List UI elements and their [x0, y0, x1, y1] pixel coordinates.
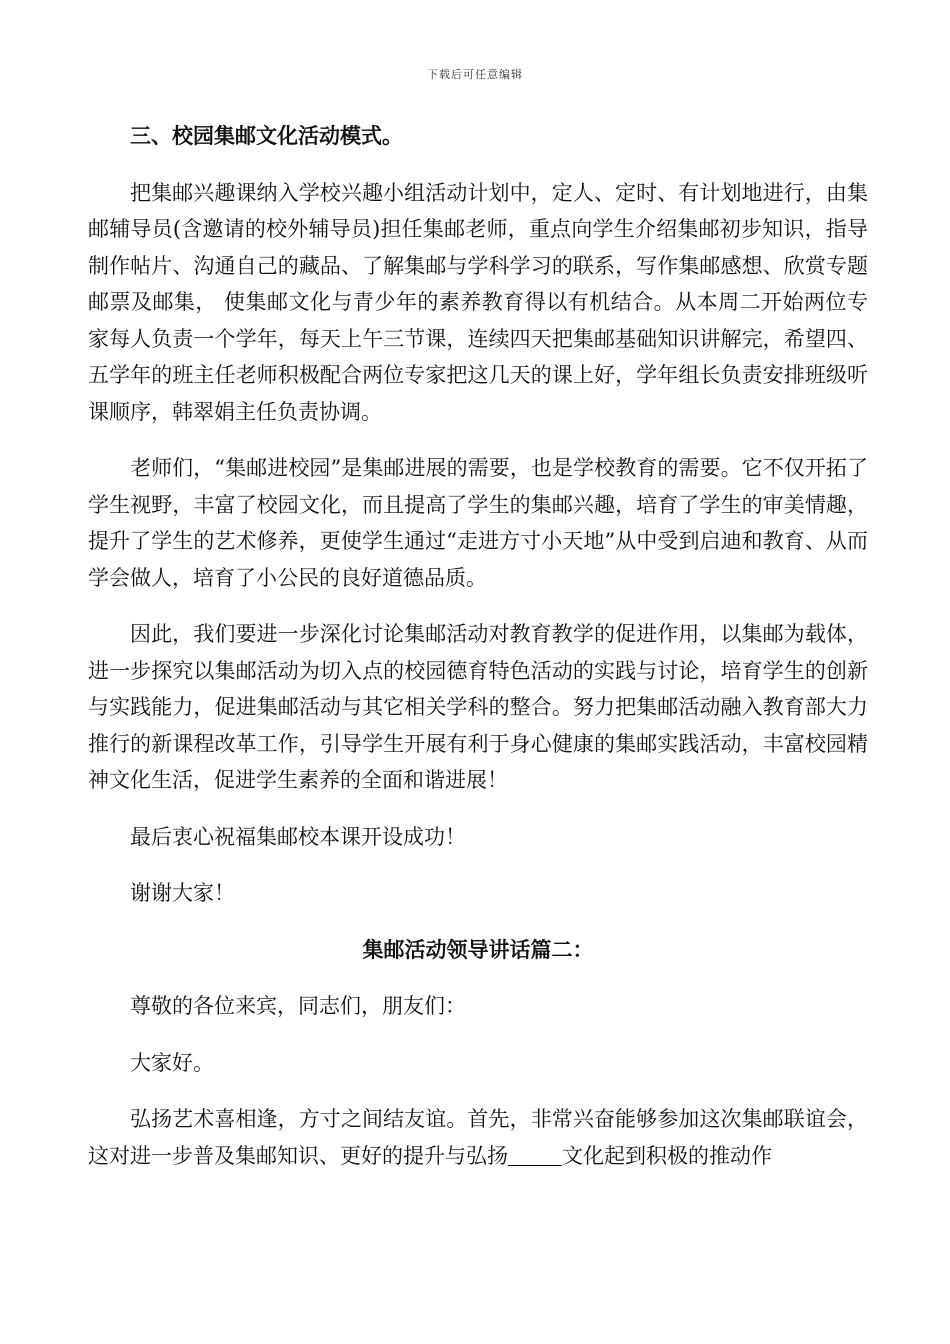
- paragraph-deepen-research: 因此，我们要进一步深化讨论集邮活动对教育教学的促进作用，以集邮为载体，进一步探究以集邮活动为切入点的校园德育特色活动的实践与讨论，培育学生的创新与实践能力，促进集邮活动与其它相关学科的整合。努力把集邮活动融入教育部大力推行的新课程改革工作，引导学生开展有利于身心健康的集邮实践活动，丰富校园精神文化生活，促进学生素养的全面和谐进展！: [88, 622, 868, 792]
- section-heading: 三、校园集邮文化活动模式。: [130, 124, 403, 148]
- paragraph-stamp-course-plan: 把集邮兴趣课纳入学校兴趣小组活动计划中，定人、定时、有计划地进行，由集邮辅导员(含邀请的校外辅导员)担任集邮老师，重点向学生介绍集邮初步知识，指导制作帖片、沟通自己的藏品、了解集邮与学科学习的联系，写作集邮感想、欣赏专题邮票及邮集， 使集邮文化与青少年的素养教育得以有机结合。从本周二开始两位专家每人负责一个学年，每天上午三节课，连续四天把集邮基础知识讲解完，希望四、五学年的班主任老师积极配合两位专家把这几天的课上好，学年组长负责安排班级听课顺序，韩翠娟主任负责协调。: [88, 180, 868, 424]
- paragraph-salutation: 尊敬的各位来宾，同志们，朋友们：: [130, 994, 466, 1018]
- paragraph-stamp-in-school: 老师们，“集邮进校园”是集邮进展的需要，也是学校教育的需要。它不仅开拓了学生视野，丰富了校园文化，而且提高了学生的集邮兴趣，培育了学生的审美情趣，提升了学生的艺术修养，更使学生通过“走进方寸小天地”从中受到启迪和教育、从而学会做人，培育了小公民的良好道德品质。: [88, 456, 868, 590]
- document-body: [88, 118, 868, 1174]
- opening-text-start: 弘扬艺术喜相逢，方寸之间结友谊。首先，非常兴奋能够参加这次集邮联谊会，这对进一步普及集邮知识、更好的提升与弘扬: [88, 1107, 868, 1168]
- fill-in-blank: [508, 1144, 562, 1166]
- paragraph-closing-wish: 最后衷心祝福集邮校本课开设成功！: [130, 824, 466, 849]
- header-note: 下载后可任意编辑: [427, 68, 523, 81]
- opening-text-end: 文化起到积极的推动作: [562, 1143, 772, 1168]
- paragraph-thanks: 谢谢大家！: [130, 881, 235, 905]
- part-two-title: 集邮活动领导讲话篇二：: [362, 937, 594, 962]
- paragraph-opening: [88, 1101, 868, 1174]
- paragraph-greeting: 大家好。: [130, 1050, 214, 1075]
